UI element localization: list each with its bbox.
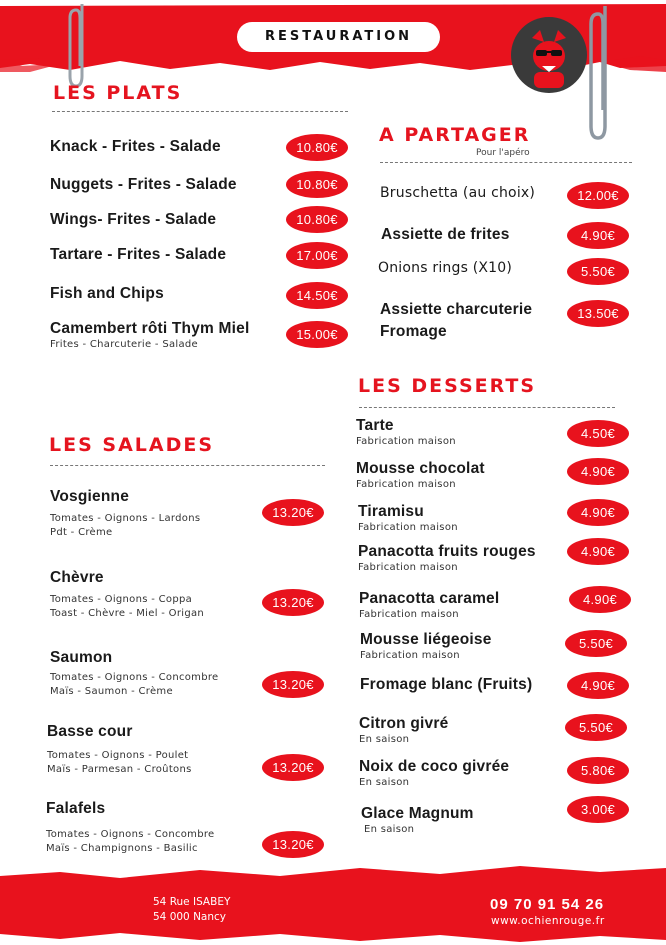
price-badge: 10.80€ (286, 206, 348, 233)
list-item (356, 460, 485, 492)
price-badge: 5.50€ (567, 258, 629, 285)
item-name: Vosgienne (50, 488, 130, 505)
desserts-section-title: LES DESSERTS (358, 375, 537, 397)
item-name: Noix de coco givrée (359, 758, 510, 775)
item-ingredients-line2: Maïs - Champignons - Basilic (46, 843, 198, 854)
price-badge: 14.50€ (286, 282, 348, 309)
price-badge: 10.80€ (286, 171, 348, 198)
item-name: Nuggets - Frites - Salade (50, 176, 237, 193)
item-name: Camembert rôti Thym Miel (50, 320, 250, 337)
list-item (50, 569, 204, 621)
item-ingredients-line1: Tomates - Oignons - Concombre (50, 672, 219, 683)
item-description: Fabrication maison (356, 479, 456, 490)
item-name: Panacotta caramel (359, 590, 500, 607)
item-name: Wings- Frites - Salade (50, 211, 217, 228)
item-description: Frites - Charcuterie - Salade (50, 339, 199, 350)
left-paperclip-icon (66, 0, 88, 90)
list-item (359, 715, 448, 747)
item-ingredients-line1: Tomates - Oignons - Concombre (46, 829, 215, 840)
price-badge: 13.20€ (262, 499, 324, 526)
list-item (50, 320, 249, 352)
list-item (380, 301, 532, 341)
partager-divider (380, 162, 632, 163)
list-item (380, 185, 535, 201)
price-badge: 10.80€ (286, 134, 348, 161)
item-ingredients-line2: Toast - Chèvre - Miel - Origan (50, 608, 205, 619)
list-item (50, 246, 226, 264)
price-badge: 5.50€ (565, 714, 627, 741)
item-name: Tartare - Frites - Salade (50, 246, 227, 263)
item-description: Fabrication maison (358, 562, 458, 573)
list-item (50, 285, 164, 303)
item-ingredients-line1: Tomates - Oignons - Coppa (50, 594, 193, 605)
price-badge: 3.00€ (567, 796, 629, 823)
list-item (47, 723, 192, 777)
price-badge: 12.00€ (567, 182, 629, 209)
item-name: Glace Magnum (361, 805, 474, 822)
desserts-divider (359, 407, 615, 408)
list-item (360, 631, 492, 663)
item-description: Fabrication maison (358, 522, 458, 533)
item-name: Fish and Chips (50, 285, 164, 302)
item-ingredients-line1: Tomates - Oignons - Poulet (47, 750, 189, 761)
price-badge: 4.90€ (569, 586, 631, 613)
plats-divider (52, 111, 348, 112)
item-name: Citron givré (359, 715, 449, 732)
list-item (358, 543, 536, 575)
list-item (359, 590, 499, 622)
red-dog-logo-icon (510, 16, 588, 94)
item-name: Tarte (356, 417, 394, 434)
item-name-line2: Fromage (380, 323, 447, 340)
price-badge: 5.50€ (565, 630, 627, 657)
price-badge: 4.90€ (567, 222, 629, 249)
item-name: Chèvre (50, 569, 104, 586)
item-name: Onions rings (X10) (378, 260, 513, 276)
price-badge: 13.20€ (262, 831, 324, 858)
address-line2: 54 000 Nancy (153, 911, 227, 923)
list-item (356, 417, 456, 449)
price-badge: 13.50€ (567, 300, 629, 327)
item-name: Basse cour (47, 723, 133, 740)
plats-section-title: LES PLATS (53, 82, 183, 104)
price-badge: 4.50€ (567, 420, 629, 447)
item-name: Assiette de frites (381, 226, 510, 243)
item-name: Panacotta fruits rouges (358, 543, 536, 560)
item-name: Saumon (50, 649, 113, 666)
item-ingredients-line2: Pdt - Crème (50, 527, 113, 538)
price-badge: 13.20€ (262, 589, 324, 616)
price-badge: 13.20€ (262, 671, 324, 698)
list-item (358, 503, 458, 535)
item-name: Knack - Frites - Salade (50, 138, 221, 155)
price-badge: 13.20€ (262, 754, 324, 781)
list-item (50, 211, 216, 229)
partager-subtitle: Pour l'apéro (476, 148, 530, 158)
footer-phone[interactable]: 09 70 91 54 26 (490, 896, 605, 913)
item-description: Fabrication maison (359, 609, 459, 620)
price-badge: 4.90€ (567, 499, 629, 526)
item-name: Assiette charcuterie (380, 301, 533, 318)
price-badge: 4.90€ (567, 672, 629, 699)
footer-website-link[interactable]: www.ochienrouge.fr (491, 915, 605, 927)
partager-section-title: A PARTAGER (379, 124, 531, 146)
list-item (50, 138, 221, 156)
page-title: RESTAURATION (237, 22, 440, 52)
item-description: Fabrication maison (360, 650, 460, 661)
right-paperclip-icon (586, 0, 612, 142)
list-item (359, 758, 509, 790)
item-ingredients-line2: Maïs - Saumon - Crème (50, 686, 173, 697)
item-ingredients-line2: Maïs - Parmesan - Croûtons (47, 764, 192, 775)
salades-divider (50, 465, 325, 466)
item-name: Fromage blanc (Fruits) (360, 676, 533, 693)
item-name: Mousse liégeoise (360, 631, 492, 648)
item-name: Falafels (46, 800, 106, 817)
item-name: Tiramisu (358, 503, 424, 520)
list-item (50, 176, 237, 194)
price-badge: 4.90€ (567, 538, 629, 565)
list-item (381, 226, 510, 244)
item-name: Mousse chocolat (356, 460, 485, 477)
list-item (50, 488, 200, 540)
list-item (378, 260, 512, 276)
item-description: En saison (364, 824, 415, 835)
item-description: Fabrication maison (356, 436, 456, 447)
salades-section-title: LES SALADES (49, 434, 215, 456)
list-item (361, 805, 474, 837)
price-badge: 17.00€ (286, 242, 348, 269)
price-badge: 4.90€ (567, 458, 629, 485)
list-item (360, 676, 532, 694)
price-badge: 5.80€ (567, 757, 629, 784)
item-ingredients-line1: Tomates - Oignons - Lardons (50, 513, 201, 524)
list-item (50, 649, 219, 699)
list-item (46, 800, 215, 856)
address-line1: 54 Rue ISABEY (153, 896, 231, 908)
footer-address (153, 895, 230, 925)
item-description: En saison (359, 777, 410, 788)
price-badge: 15.00€ (286, 321, 348, 348)
item-name: Bruschetta (au choix) (380, 185, 536, 201)
item-description: En saison (359, 734, 410, 745)
